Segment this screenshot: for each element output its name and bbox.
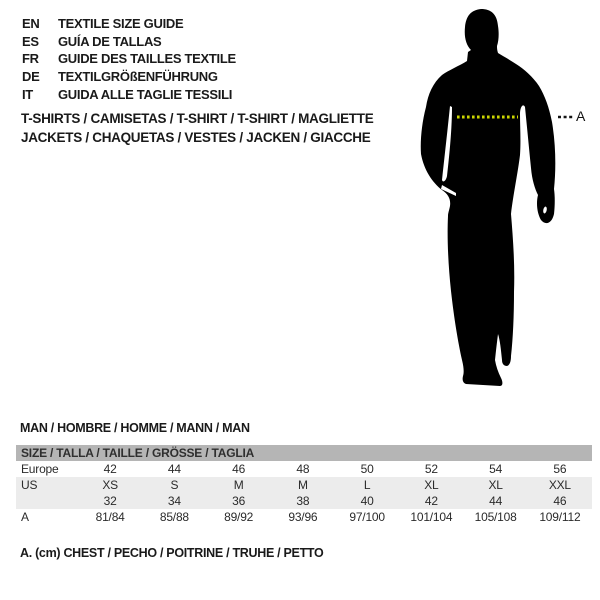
table-cell: 46 (553, 494, 567, 508)
language-label: GUIDA ALLE TAGLIE TESSILI (58, 86, 233, 102)
table-cell: 46 (232, 462, 246, 476)
measure-label-a: A (576, 108, 586, 124)
table-cell: XS (102, 478, 118, 492)
language-row-en (22, 15, 236, 33)
language-list (22, 15, 236, 103)
man-silhouette-svg (400, 0, 600, 400)
language-row-es (22, 33, 236, 51)
language-row-fr (22, 50, 236, 68)
table-cell: 42 (424, 494, 438, 508)
table-row-europe (16, 461, 592, 477)
row-label: A (21, 510, 29, 524)
size-table-header-label: SIZE / TALLA / TAILLE / GRÖSSE / TAGLIA (21, 446, 255, 460)
table-cell: 34 (167, 494, 181, 508)
table-cell: 44 (489, 494, 503, 508)
table-cell: S (170, 478, 179, 492)
table-row-chest-a (16, 509, 592, 525)
table-cell: 89/92 (224, 510, 254, 524)
table-row-numeric (16, 493, 592, 509)
language-code: DE (22, 69, 40, 85)
row-label: Europe (21, 462, 59, 476)
language-row-it (22, 85, 236, 103)
table-cell: 52 (424, 462, 438, 476)
language-code: IT (22, 86, 33, 102)
table-cell: XL (424, 478, 439, 492)
language-code: EN (22, 16, 40, 32)
size-table (16, 445, 592, 525)
table-cell: 101/104 (410, 510, 453, 524)
table-cell: XXL (548, 478, 571, 492)
table-row-us (16, 477, 592, 493)
man-figure (400, 0, 600, 400)
language-label: TEXTILGRÖßENFÜHRUNG (58, 69, 218, 85)
language-label: GUÍA DE TALLAS (58, 33, 162, 49)
table-cell: M (297, 478, 308, 492)
table-cell: 54 (489, 462, 503, 476)
language-code: FR (22, 51, 39, 67)
table-cell: 81/84 (95, 510, 125, 524)
table-cell: 40 (360, 494, 374, 508)
table-cell: 38 (296, 494, 310, 508)
table-cell: M (233, 478, 244, 492)
table-cell: 36 (232, 494, 246, 508)
table-cell: 109/112 (539, 510, 581, 524)
language-code: ES (22, 33, 39, 49)
table-cell: 105/108 (474, 510, 517, 524)
silhouette-path (421, 9, 556, 386)
table-cell: 42 (103, 462, 117, 476)
measurement-footnote: A. (cm) CHEST / PECHO / POITRINE / TRUHE / PETTO (20, 546, 324, 560)
category-jackets: JACKETS / CHAQUETAS / VESTES / JACKEN / GIACCHE (21, 130, 371, 145)
section-title-man: MAN / HOMBRE / HOMME / MANN / MAN (20, 421, 250, 435)
table-cell: 32 (103, 494, 117, 508)
table-cell: 50 (360, 462, 374, 476)
table-cell: 85/88 (159, 510, 189, 524)
table-cell: L (363, 478, 371, 492)
row-label: US (21, 478, 38, 492)
table-cell: 56 (553, 462, 567, 476)
table-cell: 93/96 (288, 510, 318, 524)
size-table-header (16, 445, 592, 461)
language-row-de (22, 68, 236, 86)
garment-categories (21, 109, 373, 147)
table-cell: 48 (296, 462, 310, 476)
language-label: GUIDE DES TAILLES TEXTILE (58, 51, 236, 67)
table-cell: 97/100 (349, 510, 385, 524)
table-cell: 44 (167, 462, 181, 476)
category-tshirts: T-SHIRTS / CAMISETAS / T-SHIRT / T-SHIRT / MAGLIETTE (21, 111, 374, 126)
table-cell: XL (488, 478, 503, 492)
language-label: TEXTILE SIZE GUIDE (58, 16, 184, 32)
